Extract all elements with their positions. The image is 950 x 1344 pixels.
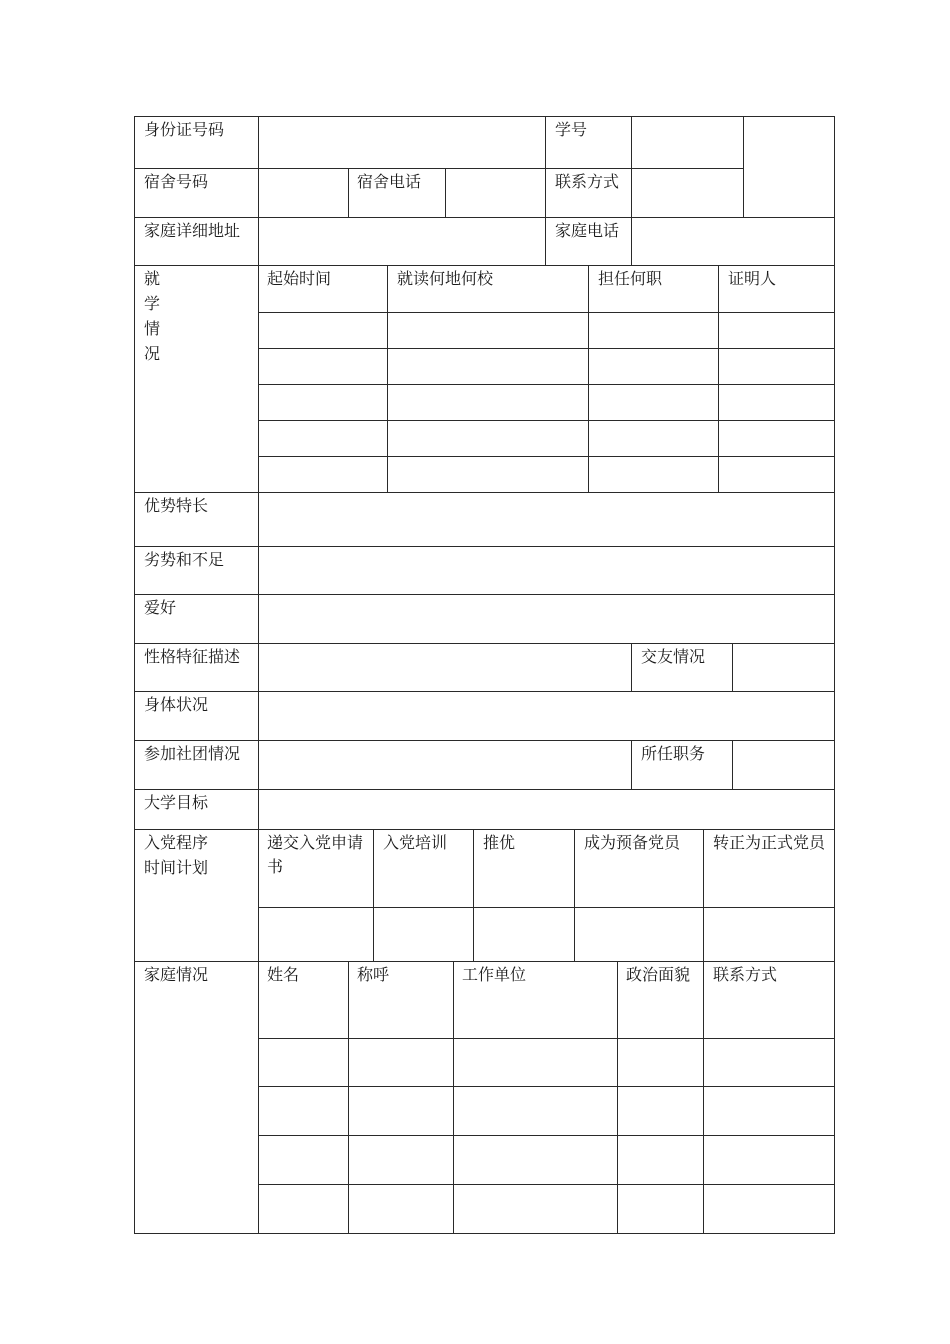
party-plan-section-label: 入党程序	[144, 833, 209, 852]
home-address-label: 家庭详细地址	[144, 221, 241, 240]
row-divider	[134, 691, 835, 692]
row-divider	[258, 1086, 835, 1087]
dorm-number-label: 宿舍号码	[144, 172, 209, 191]
row-divider	[258, 1184, 835, 1185]
family-column-header: 联系方式	[713, 965, 778, 984]
row-divider	[134, 829, 835, 830]
label-column-divider	[258, 116, 259, 1234]
col-divider	[703, 829, 704, 961]
col-divider	[545, 168, 546, 217]
party-plan-column-header: 入党培训	[383, 833, 448, 852]
education-section-label-char: 情	[144, 319, 161, 338]
party-plan-column-header: 推优	[483, 833, 516, 852]
col-divider	[545, 217, 546, 265]
dorm-phone-label: 宿舍电话	[357, 172, 422, 191]
id-number-label: 身份证号码	[144, 120, 225, 139]
table-border-right	[834, 116, 835, 1234]
col-divider	[631, 116, 632, 217]
col-divider	[617, 961, 618, 1233]
col-divider	[631, 643, 632, 691]
family-section-label: 家庭情况	[144, 965, 209, 984]
col-divider	[348, 168, 349, 217]
club-position-label: 所任职务	[641, 744, 706, 763]
col-divider	[732, 740, 733, 789]
strengths-label: 优势特长	[144, 496, 209, 515]
col-divider	[588, 265, 589, 492]
row-divider	[134, 168, 743, 169]
education-column-header: 起始时间	[267, 269, 332, 288]
education-column-header: 担任何职	[598, 269, 663, 288]
row-divider	[134, 265, 835, 266]
university-goal-label: 大学目标	[144, 793, 209, 812]
row-divider	[134, 789, 835, 790]
row-divider	[134, 217, 835, 218]
party-plan-column-header: 转正为正式党员	[713, 833, 826, 852]
table-border-bottom	[134, 1233, 835, 1234]
col-divider	[631, 217, 632, 265]
row-divider	[134, 546, 835, 547]
family-column-header: 姓名	[267, 965, 300, 984]
col-divider	[703, 961, 704, 1233]
contact-label: 联系方式	[555, 172, 620, 191]
row-divider	[258, 420, 835, 421]
friendship-label: 交友情况	[641, 647, 706, 666]
col-divider	[373, 829, 374, 961]
col-divider	[387, 265, 388, 492]
party-plan-section-label: 时间计划	[144, 858, 209, 877]
family-column-header: 政治面貌	[626, 965, 691, 984]
education-section-label-char: 就	[144, 269, 161, 288]
education-section-label-char: 学	[144, 294, 161, 313]
col-divider	[631, 740, 632, 789]
education-column-header: 就读何地何校	[397, 269, 494, 288]
student-id-label: 学号	[555, 120, 588, 139]
row-divider	[134, 643, 835, 644]
row-divider	[258, 1038, 835, 1039]
col-divider	[473, 829, 474, 961]
party-plan-column-header: 递交入党申请书	[267, 833, 364, 876]
col-divider	[545, 116, 546, 168]
row-divider	[134, 961, 835, 962]
education-section-label-char: 况	[144, 344, 161, 363]
row-divider	[134, 492, 835, 493]
col-divider	[574, 829, 575, 961]
home-phone-label: 家庭电话	[555, 221, 620, 240]
table-border-left	[134, 116, 135, 1234]
col-divider	[445, 168, 446, 217]
row-divider	[258, 312, 835, 313]
party-plan-column-header: 成为预备党员	[584, 833, 681, 852]
family-column-header: 称呼	[357, 965, 390, 984]
family-column-header: 工作单位	[462, 965, 527, 984]
row-divider	[258, 456, 835, 457]
col-divider	[732, 643, 733, 691]
col-divider	[718, 265, 719, 492]
education-column-header: 证明人	[728, 269, 777, 288]
weaknesses-label: 劣势和不足	[144, 550, 225, 569]
row-divider	[134, 594, 835, 595]
row-divider	[258, 907, 835, 908]
col-divider	[453, 961, 454, 1233]
row-divider	[258, 384, 835, 385]
personality-label: 性格特征描述	[144, 647, 241, 666]
hobbies-label: 爱好	[144, 598, 177, 617]
health-label: 身体状况	[144, 695, 209, 714]
row-divider	[258, 348, 835, 349]
col-divider	[348, 961, 349, 1233]
table-border-top	[134, 116, 835, 117]
clubs-label: 参加社团情况	[144, 744, 241, 763]
row-divider	[258, 1135, 835, 1136]
row-divider	[134, 740, 835, 741]
photo-column-divider	[743, 116, 744, 217]
